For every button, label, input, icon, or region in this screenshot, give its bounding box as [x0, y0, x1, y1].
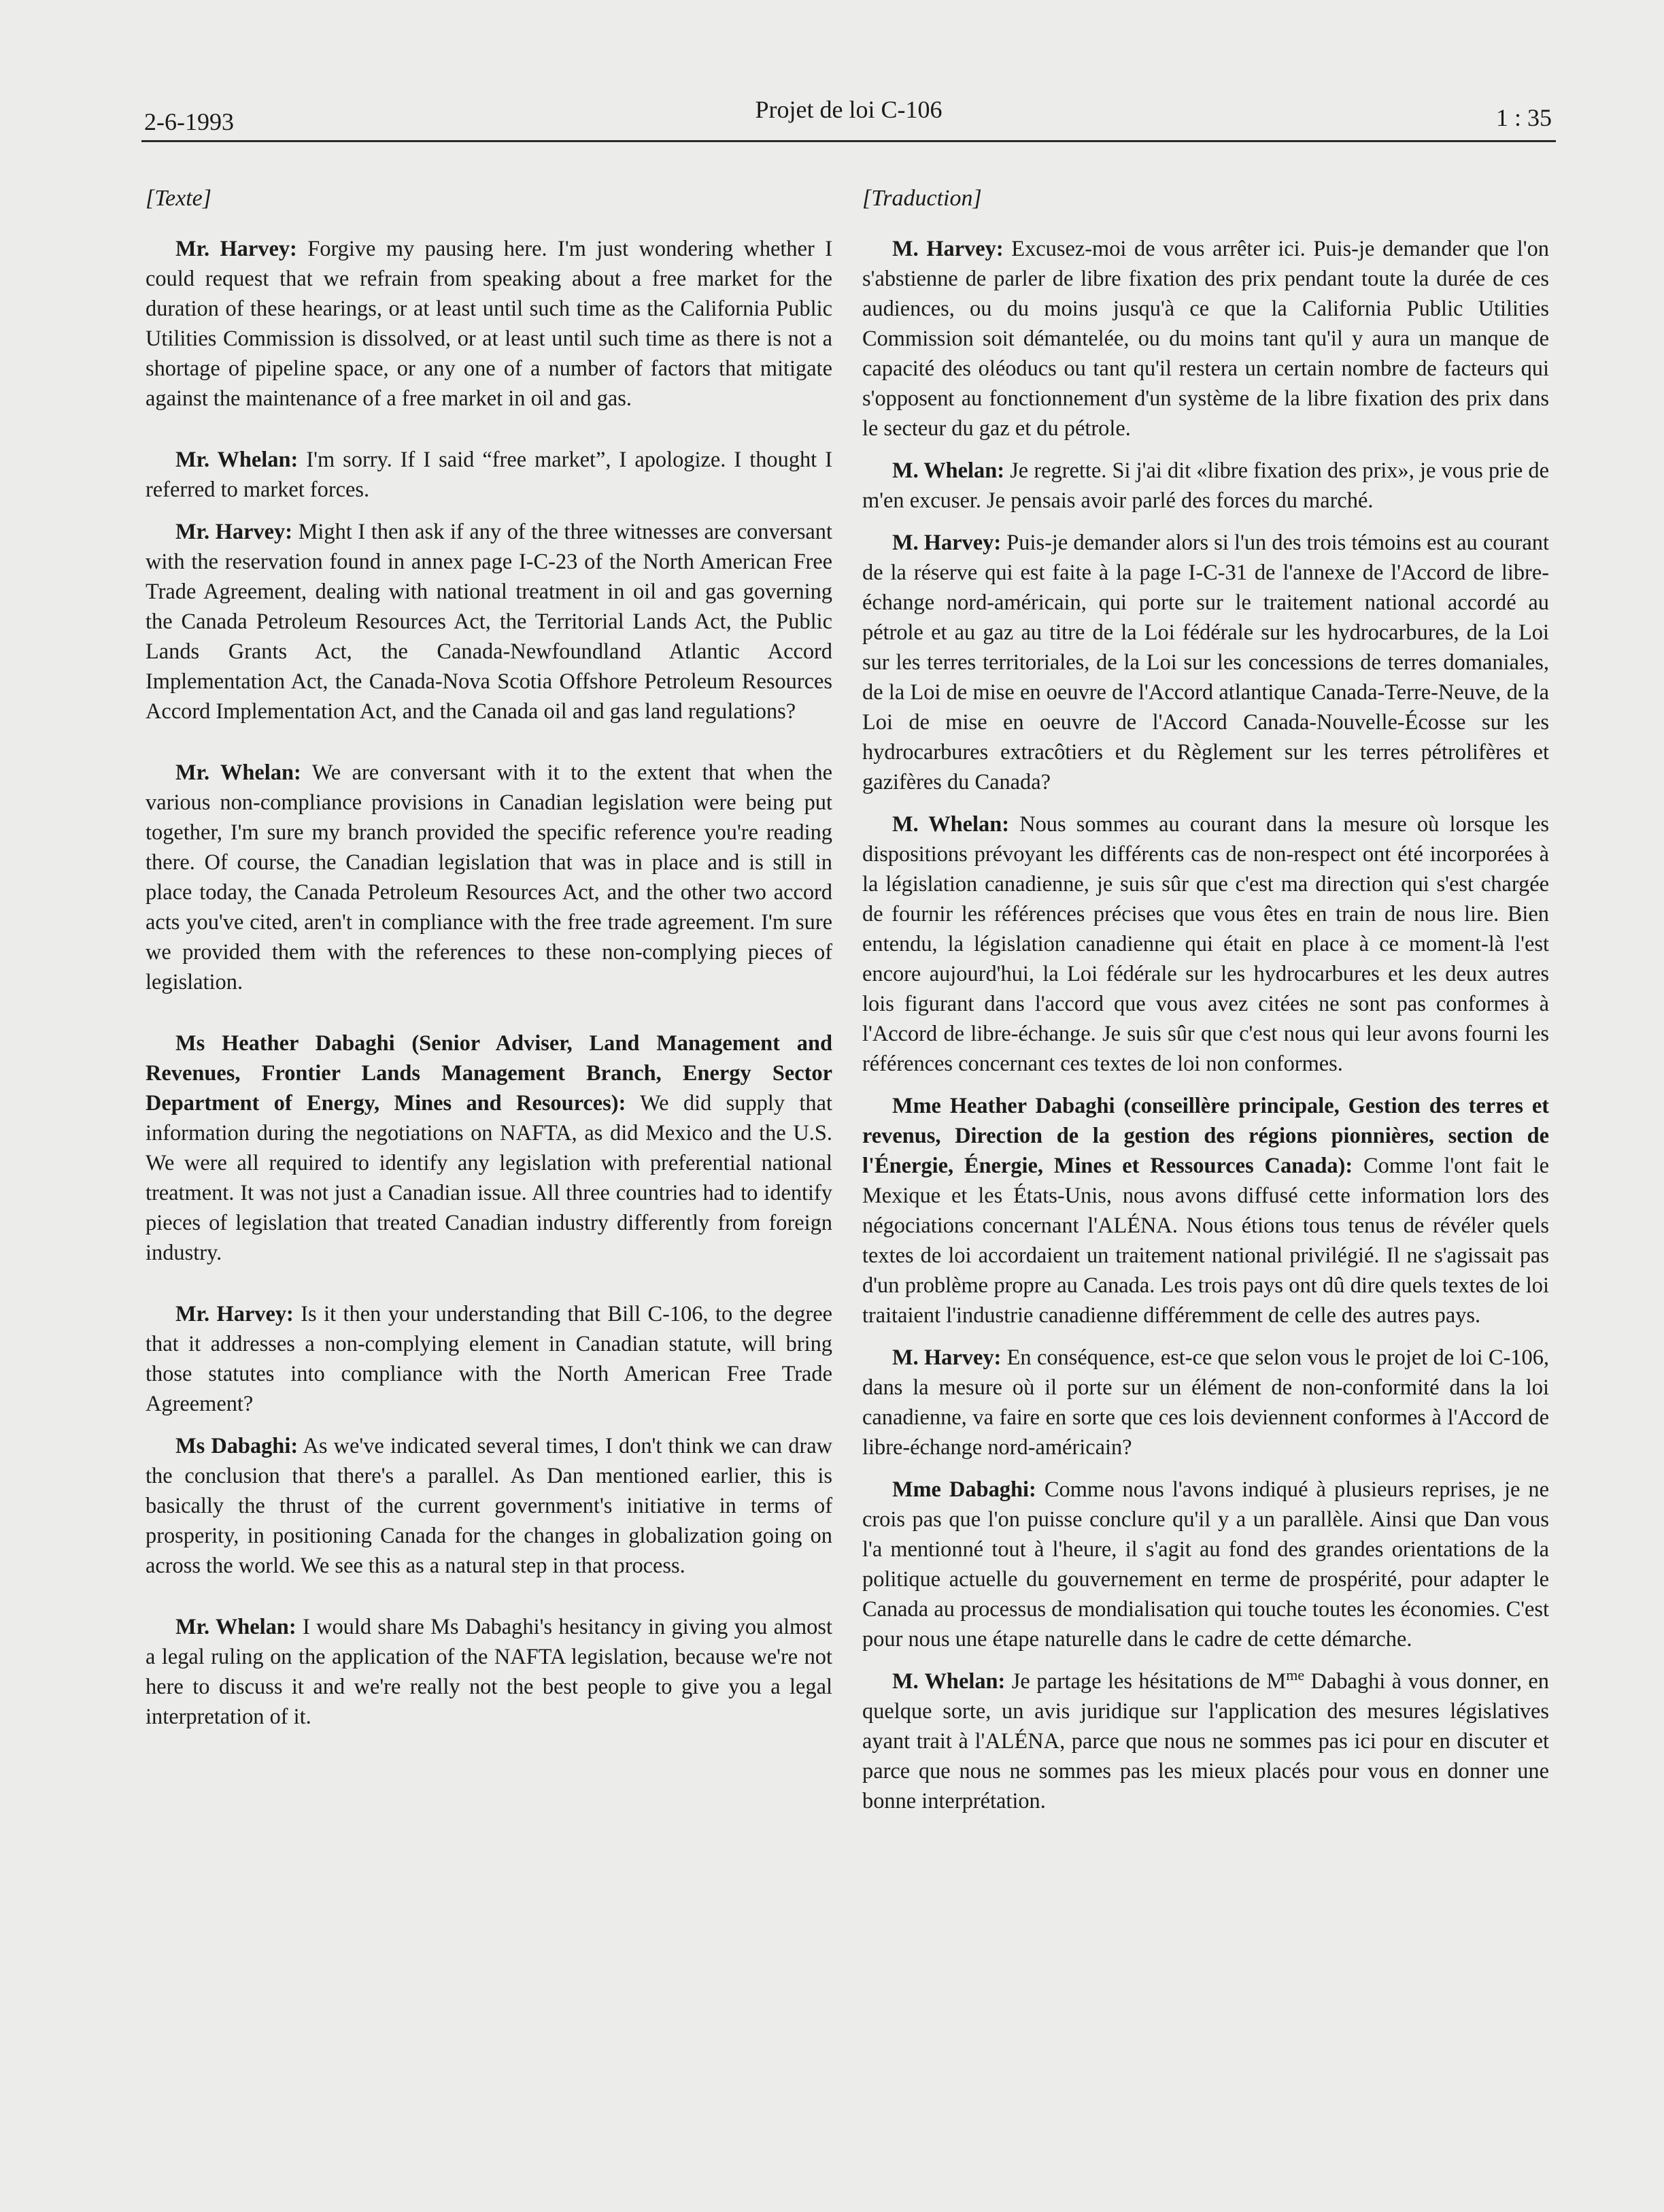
speaker-name: Mr. Whelan:	[175, 1615, 296, 1639]
paragraph-text-start: Je partage les hésitations de M	[1011, 1669, 1287, 1694]
section-label-traduction: [Traduction]	[862, 186, 982, 211]
speaker-name: Mme Dabaghi:	[892, 1477, 1036, 1502]
paragraph-text: Je regrette. Si j'ai dit «libre fixation des prix», je vous prie de m'en excuser. Je pensais avoir parlé des forces du marché.	[862, 458, 1549, 513]
superscript-me: me	[1286, 1666, 1305, 1684]
speaker-name: M. Harvey:	[892, 1345, 1002, 1370]
speaker-name: M. Whelan:	[892, 458, 1005, 483]
header-date: 2-6-1993	[144, 108, 234, 135]
paragraph-text: Excusez-moi de vous arrêter ici. Puis-je demander que l'on s'abstienne de parler de libre fixation des prix pendant toute la durée de ces audiences, ou du moins jusqu'à ce que la California Public Utilities Commission soit démantelée, ou du moins tant qu'il y aura un manque de capacité des oléoducs ou tant qu'il restera un certain nombre de facteurs qui s'opposent au fonctionnement d'un système de la libre fixation des prix dans le secteur du gaz et du pétrole.	[862, 237, 1549, 441]
speaker-name: M. Whelan:	[892, 812, 1010, 837]
paragraph	[146, 1299, 832, 1419]
paragraph-text: I'm sorry. If I said “free market”, I apologize. I thought I referred to market forces.	[146, 448, 832, 502]
english-column	[146, 184, 832, 1744]
speaker-name: M. Harvey:	[892, 237, 1004, 261]
speaker-name: M. Harvey:	[892, 531, 1002, 555]
paragraph	[146, 1431, 832, 1581]
paragraph	[862, 809, 1549, 1079]
paragraph	[146, 445, 832, 505]
paragraph	[862, 234, 1549, 443]
paragraph-text: En conséquence, est-ce que selon vous le projet de loi C-106, dans la mesure où il porte sur un élément de non-conformité dans la loi canadienne, va faire en sorte que ces lois deviennent conformes à l'Accord de libre-échange nord-américain?	[862, 1345, 1549, 1460]
paragraph	[146, 1028, 832, 1268]
paragraph-text: We are conversant with it to the extent that when the various non-compliance provisions in Canadian legislation were being put together, I'm sure my branch provided the specific reference you're reading there. Of course, the Canadian legislation that was in place and is still in place today, the Canada Petroleum Resources Act, and the other two accord acts you've cited, aren't in compliance with the free trade agreement. I'm sure we provided them with the references to these non-complying pieces of legislation.	[146, 760, 832, 994]
paragraph-text: Forgive my pausing here. I'm just wondering whether I could request that we refrain from speaking about a free market for the duration of these hearings, or at least until such time as the California Public Utilities Commission is dissolved, or at least until such time as there is not a shortage of pipeline space, or any one of a number of factors that mitigate against the maintenance of a free market in oil and gas.	[146, 237, 832, 411]
paragraph	[862, 1475, 1549, 1654]
speaker-name: Mr. Harvey:	[175, 520, 292, 544]
paragraph	[862, 1091, 1549, 1330]
paragraph	[146, 758, 832, 997]
paragraph	[862, 1343, 1549, 1462]
paragraph-text: Puis-je demander alors si l'un des trois témoins est au courant de la réserve qui est faite à la page I-C-31 de l'annexe de l'Accord de libre-échange nord-américain, qui porte sur le traitement national accordé au pétrole et au gaz au titre de la Loi fédérale sur les hydrocarbures, de la Loi sur les terres territoriales, de la Loi sur les concessions de terres domaniales, de la Loi de mise en oeuvre de l'Accord atlantique Canada-Terre-Neuve, de la Loi de mise en oeuvre de l'Accord Canada-Nouvelle-Écosse sur les hydrocarbures extracôtiers et du Règlement sur les terres pétrolifères et gazifères du Canada?	[862, 531, 1549, 794]
speaker-name: Mme Heather Dabaghi (conseillère principale, Gestion des terres et revenus, Direction de la gestion des régions pionnières, section de l'Énergie, Énergie, Mines et Ressources Canada):	[862, 1094, 1549, 1178]
speaker-name: Mr. Harvey:	[175, 1302, 294, 1326]
paragraph-text: Comme l'ont fait le Mexique et les États-Unis, nous avons diffusé cette information lors des négociations concernant l'ALÉNA. Nous étions tous tenus de révéler quels textes de loi accordaient un traitement national privilégié. Il ne s'agissait pas d'un problème propre au Canada. Les trois pays ont dû dire quels textes de loi traitaient l'industrie canadienne différemment de celle des autres pays.	[862, 1154, 1550, 1328]
speaker-name: M. Whelan:	[892, 1669, 1006, 1694]
page-header	[141, 93, 1556, 142]
paragraph-text: Nous sommes au courant dans la mesure où lorsque les dispositions prévoyant les différents cas de non-respect ont été incorporées à la législation canadienne, je suis sûr que c'est ma direction qui s'est chargée de fournir les références précises que vous êtes en train de nous lire. Bien entendu, la législation canadienne qui était en place à ce moment-là l'est encore aujourd'hui, la Loi fédérale sur les hydrocarbures et les deux autres lois figurant dans l'accord que vous avez citées ne sont pas conformes à l'Accord de libre-échange. Je suis sûr que c'est nous qui leur avons fourni les références concernant ces textes de loi non conformes.	[862, 812, 1549, 1076]
section-label-texte: [Texte]	[146, 186, 211, 211]
paragraph-text: We did supply that information during the negotiations on NAFTA, as did Mexico and the U.S. We were all required to identify any legislation with preferential national treatment. It was not just a Canadian issue. All three countries had to identify pieces of legislation that treated Canadian industry differently from foreign industry.	[146, 1091, 832, 1265]
speaker-name: Mr. Whelan:	[175, 448, 299, 472]
paragraph-text: Might I then ask if any of the three witnesses are conversant with the reservation found in annex page I-C-23 of the North American Free Trade Agreement, dealing with national treatment in oil and gas governing the Canada Petroleum Resources Act, the Territorial Lands Act, the Public Lands Grants Act, the Canada-Newfoundland Atlantic Accord Implementation Act, the Canada-Nova Scotia Offshore Petroleum Resources Accord Implementation Act, and the Canada oil and gas land regulations?	[146, 520, 832, 724]
header-title: Projet de loi C-106	[755, 96, 943, 123]
paragraph	[862, 1666, 1549, 1816]
paragraph-text: I would share Ms Dabaghi's hesitancy in giving you almost a legal ruling on the application of the NAFTA legislation, because we're not here to discuss it and we're really not the best people to give you a legal interpretation of it.	[146, 1615, 832, 1729]
paragraph-text: As we've indicated several times, I don't think we can draw the conclusion that there's a parallel. As Dan mentioned earlier, this is basically the thrust of the current government's initiative in terms of prosperity, in positioning Canada for the changes in globalization going on across the world. We see this as a natural step in that process.	[146, 1434, 832, 1578]
header-page-number: 1 : 35	[1495, 104, 1552, 131]
speaker-name: Ms Dabaghi:	[175, 1434, 299, 1458]
speaker-name: Ms Heather Dabaghi (Senior Adviser, Land Management and Revenues, Frontier Lands Management Branch, Energy Sector Department of Energy, Mines and Resources):	[146, 1031, 832, 1116]
speaker-name: Mr. Whelan:	[175, 760, 301, 785]
paragraph-text: Is it then your understanding that Bill C-106, to the degree that it addresses a non-complying element in Canadian statute, will bring those statutes into compliance with the North American Free Trade Agreement?	[146, 1302, 832, 1416]
paragraph-text: Dabaghi à vous donner, en quelque sorte, un avis juridique sur l'application des mesures législatives ayant trait à l'ALÉNA, parce que nous ne sommes pas ici pour en discuter et parce que nous ne sommes pas les mieux placés pour vous en donner une bonne interprétation.	[862, 1669, 1549, 1813]
speaker-name: Mr. Harvey:	[175, 237, 297, 261]
paragraph	[862, 528, 1549, 797]
paragraph	[146, 1612, 832, 1732]
paragraph	[146, 517, 832, 726]
paragraph-text: Comme nous l'avons indiqué à plusieurs reprises, je ne crois pas que l'on puisse conclure qu'il y a un parallèle. Ainsi que Dan vous l'a mentionné tout à l'heure, il s'agit au fond des grandes orientations de la politique actuelle du gouvernement en terme de prospérité, pour adapter le Canada au processus de mondialisation qui touche toutes les économies. C'est pour nous une étape naturelle dans le cadre de cette démarche.	[862, 1477, 1549, 1652]
paragraph	[862, 456, 1549, 516]
paragraph	[146, 234, 832, 414]
french-column	[862, 184, 1549, 1828]
